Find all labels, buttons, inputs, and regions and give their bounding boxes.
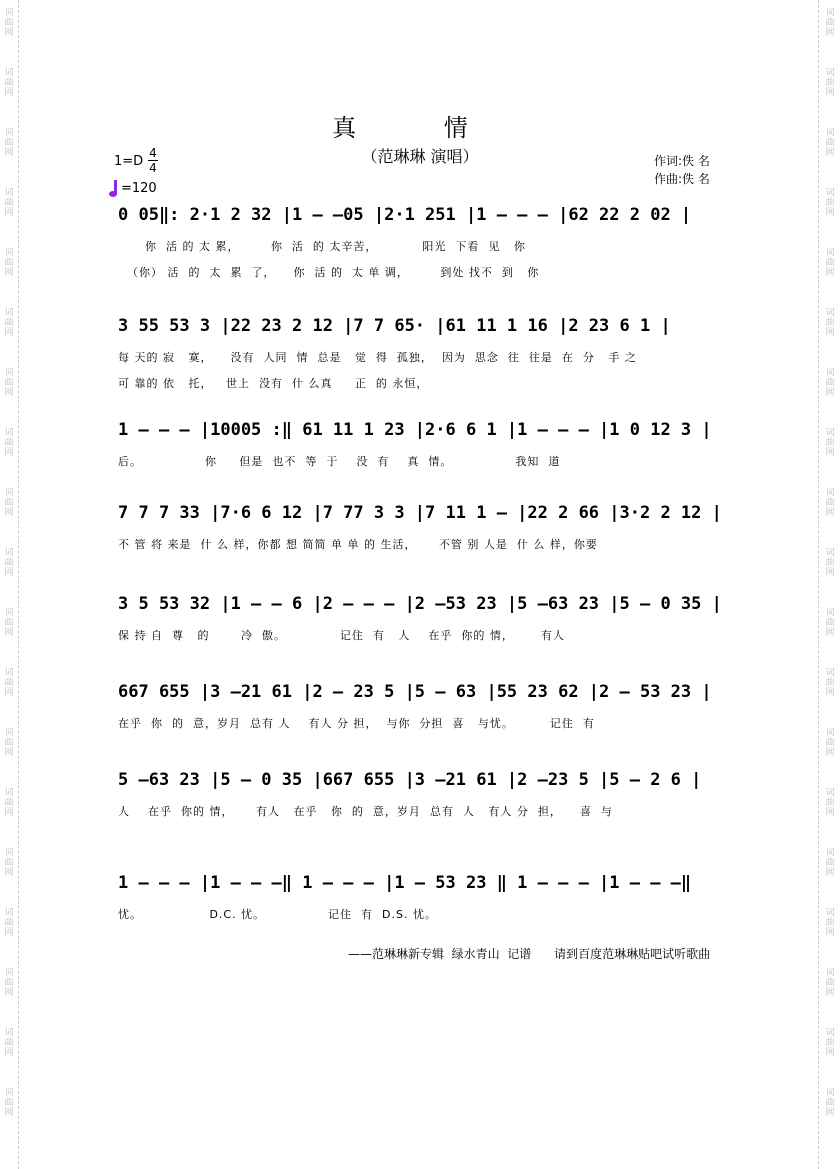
lyric-line: 人 在乎 你的 情， 有人 在乎 你 的 意，岁月 总有 人 有人 分 担， 喜 与 — [118, 805, 613, 818]
watermark-text: 词曲网 — [4, 848, 14, 878]
watermark-text: 词曲网 — [825, 68, 835, 98]
watermark-text: 词曲网 — [4, 488, 14, 518]
watermark-text: 词曲网 — [4, 308, 14, 338]
watermark-text: 词曲网 — [4, 128, 14, 158]
lyric-line: （你） 活 的 太 累 了， 你 活 的 太 单 调， 到处 找不 到 你 — [118, 266, 540, 279]
notation-line: 1 — — — |10005 :‖ 61 11 1 23 |2·6 6 1 |1 — — — |1 0 12 3 | — [118, 420, 712, 440]
watermark-text: 词曲网 — [4, 1088, 14, 1118]
time-signature — [148, 146, 158, 175]
watermark-text: 词曲网 — [825, 608, 835, 638]
notation-line: 667 655 |3 —21 61 |2 — 23 5 |5 — 63 |55 23 62 |2 — 53 23 | — [118, 682, 712, 702]
watermark-text: 词曲网 — [825, 668, 835, 698]
notation-line: 1 — — — |1 — — —‖ 1 — — — |1 — 53 23 ‖ 1 — — — |1 — — —‖ — [118, 873, 692, 893]
key-signature: 1=D — [114, 154, 144, 169]
quarter-note-icon — [114, 180, 117, 194]
watermark-text: 词曲网 — [4, 548, 14, 578]
watermark-text: 词曲网 — [825, 248, 835, 278]
watermark-text: 词曲网 — [4, 368, 14, 398]
lyric-line: 不 管 将 来是 什 么 样，你都 想 简简 单 单 的 生活， 不管 别 人是 什 么 样，你要 — [118, 538, 598, 551]
tempo-value: =120 — [121, 181, 157, 196]
watermark-text: 词曲网 — [825, 1088, 835, 1118]
watermark-text: 词曲网 — [825, 968, 835, 998]
meter-bottom: 4 — [149, 161, 157, 175]
watermark-text: 词曲网 — [4, 248, 14, 278]
watermark-text: 词曲网 — [4, 8, 14, 38]
lyric-line: 每 天的 寂 寞， 没有 人同 情 总是 觉 得 孤独， 因为 思念 往 往是 在 分 手 之 — [118, 351, 637, 364]
watermark-text: 词曲网 — [825, 8, 835, 38]
lyric-line: 可 靠的 依 托， 世上 没有 什 么真 正 的 永恒， — [118, 377, 429, 390]
watermark-text: 词曲网 — [825, 188, 835, 218]
watermark-text: 词曲网 — [825, 908, 835, 938]
notation-line: 3 55 53 3 |22 23 2 12 |7 7 65· |61 11 1 16 |2 23 6 1 | — [118, 316, 671, 336]
lyric-line: 保 持 自 尊 的 冷 傲。 记住 有 人 在乎 你的 情， 有人 — [118, 629, 565, 642]
song-title: 真 情 — [332, 114, 508, 142]
tempo-marking — [114, 180, 157, 196]
watermark-text: 词曲网 — [4, 668, 14, 698]
watermark-text: 词曲网 — [825, 728, 835, 758]
meter-top: 4 — [149, 146, 157, 160]
watermark-text: 词曲网 — [825, 1028, 835, 1058]
watermark-text: 词曲网 — [4, 1028, 14, 1058]
watermark-text: 词曲网 — [4, 608, 14, 638]
watermark-text: 词曲网 — [4, 788, 14, 818]
watermark-text: 词曲网 — [825, 428, 835, 458]
lyricist-credit: 作词:佚 名 — [654, 154, 710, 168]
watermark-text: 词曲网 — [825, 788, 835, 818]
watermark-text: 词曲网 — [4, 968, 14, 998]
composer-credit: 作曲:佚 名 — [654, 172, 710, 186]
watermark-text: 词曲网 — [4, 68, 14, 98]
lyric-line: 后。 你 但是 也不 等 于 没 有 真 情。 我知 道 — [118, 455, 561, 468]
lyric-line: 在乎 你 的 意，岁月 总有 人 有人 分 担， 与你 分担 喜 与忧。 记住 有 — [118, 717, 595, 730]
watermark-text: 词曲网 — [4, 428, 14, 458]
lyric-line: 忧。 D.C. 忧。 记住 有 D.S. 忧。 — [118, 908, 437, 921]
footer-note: ——范琳琳新专辑 绿水青山 记谱 请到百度范琳琳贴吧试听歌曲 — [348, 947, 711, 961]
watermark-text: 词曲网 — [825, 848, 835, 878]
watermark-text: 词曲网 — [825, 548, 835, 578]
watermark-text: 词曲网 — [4, 728, 14, 758]
watermark-text: 词曲网 — [825, 128, 835, 158]
notation-line: 7 7 7 33 |7·6 6 12 |7 77 3 3 |7 11 1 — |22 2 66 |3·2 2 12 | — [118, 503, 722, 523]
watermark-text: 词曲网 — [825, 368, 835, 398]
watermark-text: 词曲网 — [825, 488, 835, 518]
watermark-text: 词曲网 — [4, 908, 14, 938]
notation-line: 5 —63 23 |5 — 0 35 |667 655 |3 —21 61 |2 —23 5 |5 — 2 6 | — [118, 770, 702, 790]
watermark-text: 词曲网 — [825, 308, 835, 338]
credits — [654, 152, 710, 188]
watermark-text: 词曲网 — [4, 188, 14, 218]
notation-line: 0 05‖: 2·1 2 32 |1 — —05 |2·1 251 |1 — — — |62 22 2 02 | — [118, 205, 692, 225]
lyric-line: 你 活 的 太 累， 你 活 的 太辛苦， 阳光 下看 见 你 — [118, 240, 526, 253]
song-subtitle: （范琳琳 演唱） — [361, 147, 479, 166]
notation-line: 3 5 53 32 |1 — — 6 |2 — — — |2 —53 23 |5 —63 23 |5 — 0 35 | — [118, 594, 722, 614]
